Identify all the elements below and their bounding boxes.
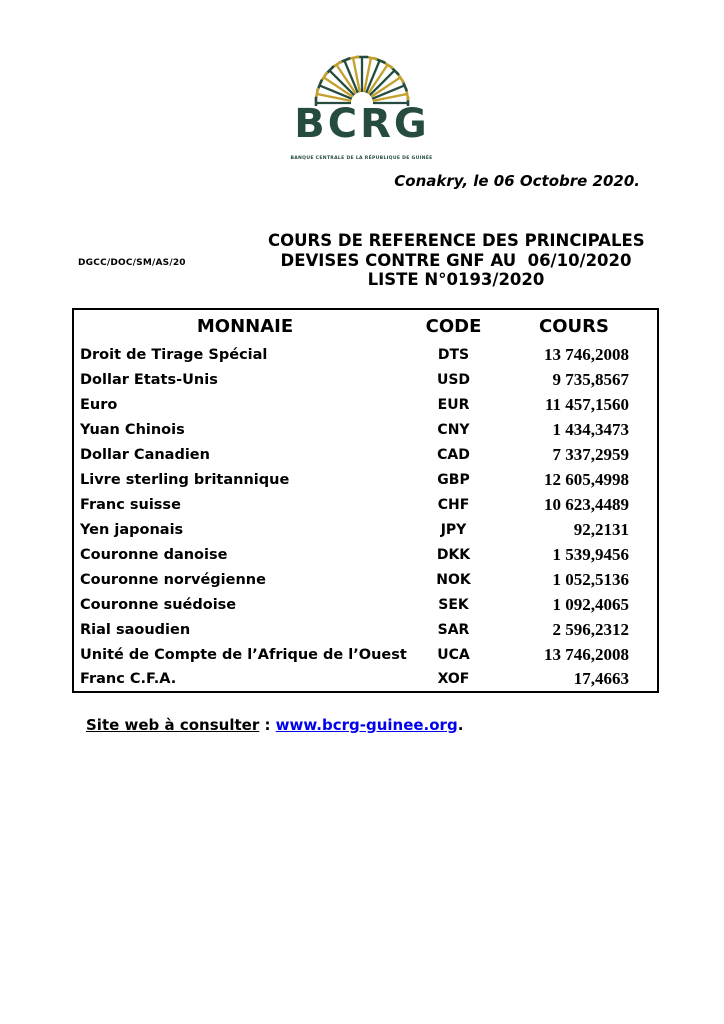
- title-line-2: DEVISES CONTRE GNF AU 06/10/2020: [280, 250, 632, 270]
- table-row: [73, 392, 658, 417]
- header-monnaie: MONNAIE: [196, 315, 294, 337]
- logo-subtitle: BANQUE CENTRALE DE LA RÉPUBLIQUE DE GUINÉE: [290, 155, 434, 161]
- currency-code-cell: CNY: [437, 421, 470, 438]
- header-row: [73, 309, 658, 342]
- header-cours: COURS: [539, 315, 609, 337]
- currency-rate-cell: 13 746,2008: [544, 344, 629, 364]
- currency-name-cell: Couronne danoise: [80, 546, 228, 563]
- currency-name-cell: Dollar Etats-Unis: [80, 371, 218, 388]
- table-row: [73, 667, 658, 692]
- currency-name-cell: Euro: [80, 396, 118, 413]
- table-row: [73, 567, 658, 592]
- footer: [86, 716, 463, 734]
- currency-name-cell: Droit de Tirage Spécial: [80, 346, 268, 363]
- rates-table-head: [73, 309, 658, 342]
- site-label: Site web à consulter: [86, 716, 260, 734]
- currency-name-cell: Franc suisse: [80, 496, 181, 513]
- currency-code-cell: XOF: [437, 671, 470, 687]
- currency-name-cell: Couronne norvégienne: [80, 571, 266, 588]
- logo-subtitle-wrap: [0, 145, 724, 164]
- currency-code-cell: CHF: [437, 496, 470, 513]
- currency-code-cell: UCA: [437, 646, 470, 663]
- currency-code-cell: DTS: [437, 346, 470, 363]
- table-row: [73, 592, 658, 617]
- currency-rate-cell: 92,2131: [573, 519, 629, 539]
- currency-rate-cell: 17,4663: [573, 669, 629, 688]
- rates-table: [72, 308, 659, 693]
- currency-name-cell: Franc C.F.A.: [80, 671, 177, 687]
- bcrg-logo: [0, 46, 724, 164]
- currency-code-cell: SAR: [437, 621, 470, 638]
- table-row: [73, 517, 658, 542]
- header-code: CODE: [425, 315, 482, 337]
- logo-title: BCRG: [294, 101, 430, 147]
- table-row: [73, 342, 658, 367]
- currency-rate-cell: 1 092,4065: [552, 594, 629, 614]
- title-line-3: LISTE N°0193/2020: [367, 270, 545, 289]
- reference-code: DGCC/DOC/SM/AS/20: [78, 258, 186, 268]
- currency-code-cell: DKK: [436, 546, 471, 563]
- currency-code-cell: EUR: [437, 396, 470, 413]
- currency-code-cell: CAD: [437, 446, 470, 463]
- title-line-1: COURS DE REFERENCE DES PRINCIPALES: [268, 231, 645, 250]
- currency-rate-cell: 1 434,3473: [552, 419, 629, 439]
- currency-name-cell: Livre sterling britannique: [80, 471, 290, 488]
- currency-rate-cell: 10 623,4489: [544, 494, 629, 514]
- currency-rate-cell: 13 746,2008: [544, 644, 629, 664]
- table-row: [73, 442, 658, 467]
- table-row: [73, 542, 658, 567]
- site-label-separator: :: [259, 716, 276, 734]
- currency-code-cell: JPY: [440, 521, 467, 538]
- currency-rate-cell: 12 605,4998: [544, 469, 629, 489]
- currency-code-cell: SEK: [438, 596, 469, 613]
- currency-name-cell: Dollar Canadien: [80, 446, 210, 463]
- currency-rate-cell: 2 596,2312: [552, 619, 629, 639]
- site-suffix: .: [457, 716, 464, 734]
- currency-code-cell: USD: [436, 371, 471, 388]
- table-row: [73, 417, 658, 442]
- table-row: [73, 492, 658, 517]
- currency-name-cell: Couronne suédoise: [80, 596, 237, 613]
- sunburst-rays-icon: [300, 46, 424, 106]
- dateline: Conakry, le 06 Octobre 2020.: [394, 172, 640, 190]
- currency-rate-cell: 1 052,5136: [552, 569, 629, 589]
- currency-name-cell: Yen japonais: [80, 521, 184, 538]
- currency-rate-cell: 11 457,1560: [544, 394, 629, 414]
- rates-table-body: [73, 342, 658, 692]
- currency-rate-cell: 9 735,8567: [552, 369, 629, 389]
- currency-code-cell: GBP: [437, 471, 470, 488]
- table-row: [73, 642, 658, 667]
- currency-rate-cell: 1 539,9456: [552, 544, 629, 564]
- table-row: [73, 467, 658, 492]
- site-link[interactable]: www.bcrg-guinee.org: [275, 716, 458, 734]
- currency-rate-cell: 7 337,2959: [552, 444, 629, 464]
- currency-name-cell: Yuan Chinois: [80, 421, 185, 438]
- currency-name-cell: Rial saoudien: [80, 621, 191, 638]
- currency-name-cell: Unité de Compte de l’Afrique de l’Ouest: [80, 646, 407, 663]
- table-row: [73, 367, 658, 392]
- table-row: [73, 617, 658, 642]
- currency-code-cell: NOK: [436, 571, 471, 588]
- document-title: [268, 231, 644, 290]
